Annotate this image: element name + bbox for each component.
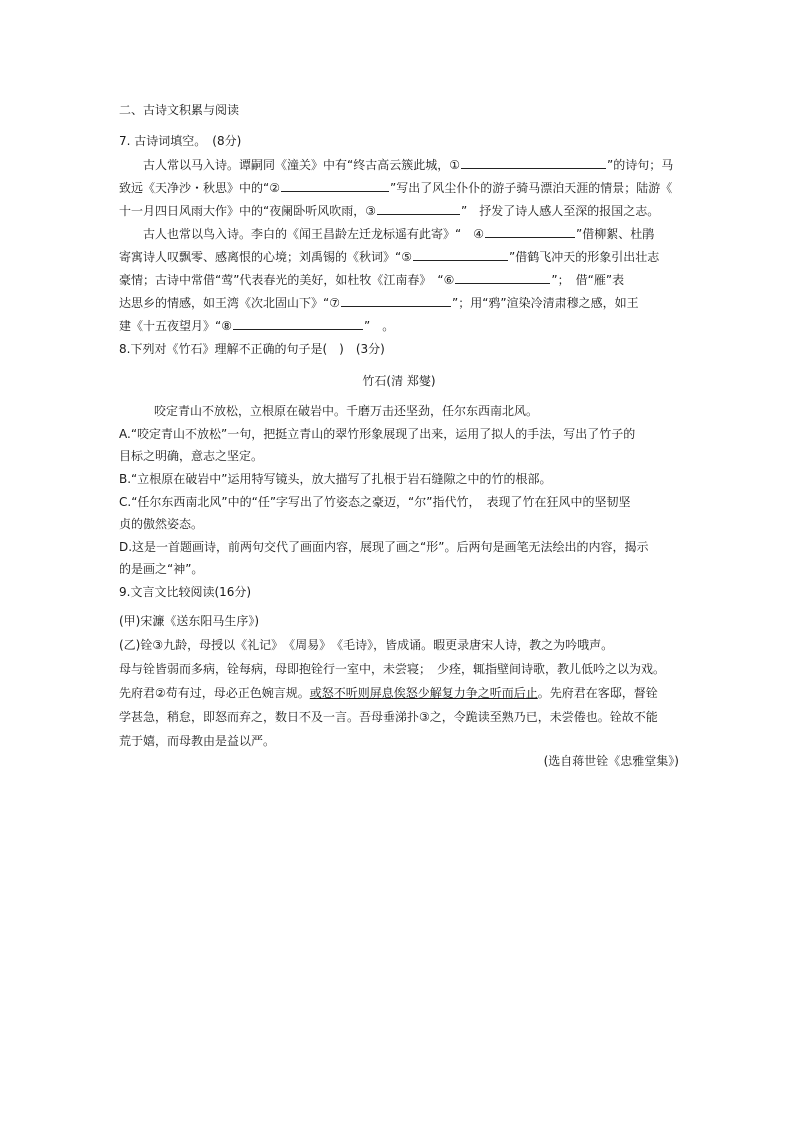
q7-header: 7. 古诗词填空。 (8分)	[119, 134, 242, 148]
q7-text: ”的诗句；马	[606, 158, 674, 172]
section-title: 二、古诗文积累与阅读	[119, 103, 240, 117]
q8-header: 8.下列对《竹石》理解不正确的句子是( ) (3分)	[119, 342, 385, 356]
q7-text: ”； 借“雁”表	[551, 273, 625, 287]
q7-text: ” 抒发了诗人感人至深的报国之志。	[460, 204, 660, 218]
q7-text: 致远《天净沙・秋思》中的“②	[119, 181, 280, 195]
q7-text: ” 。	[363, 319, 395, 333]
q7-text: ”；用“鸦”渲染冷清肃穆之感，如王	[451, 296, 639, 310]
q7-text: 寄寓诗人叹飘零、感离恨的心境；刘禹锡的《秋词》“⑤	[119, 250, 412, 264]
q7-text: 古人也常以鸟入诗。李白的《闻王昌龄左迁龙标遥有此寄》“ ④	[143, 227, 484, 241]
passage-source: (选自蒋世铨《忠雅堂集》)	[543, 754, 679, 768]
option-d-line-1: D.这是一首题画诗，前两句交代了画面内容，展现了画之“形”。后两句是画笔无法绘出的内容，揭示	[119, 540, 649, 554]
blank-5[interactable]	[413, 246, 508, 261]
q7-line-7	[119, 292, 679, 314]
blank-4[interactable]	[485, 223, 575, 238]
q7-text: 古人常以马入诗。谭嗣同《潼关》中有“终古高云簇此城，①	[143, 158, 460, 172]
q7-text: ”借柳絮、杜鹃	[575, 227, 655, 241]
poem-text: 咬定青山不放松，立根原在破岩中。千磨万击还坚劲，任尔东西南北风。	[154, 404, 539, 418]
q9-header: 9.文言文比较阅读(16分)	[119, 585, 252, 599]
q7-text: 十一月四日风雨大作》中的“夜阑卧听风吹雨，③	[119, 204, 376, 218]
q7-line-1	[119, 154, 703, 176]
option-a-line-1: A.“咬定青山不放松”一句，把挺立青山的翠竹形象展现了出来，运用了拟人的手法，写出了竹子的	[119, 427, 636, 441]
blank-8[interactable]	[233, 315, 363, 330]
q7-text: 豪情；古诗中常借“莺”代表春光的美好，如杜牧《江南春》 “⑥	[119, 273, 455, 287]
passage-yi-line-3	[119, 682, 679, 704]
option-a-line-2: 目标之明确，意志之坚定。	[119, 449, 264, 463]
passage-text: 。先府君在客邸，督铨	[537, 686, 658, 700]
passage-yi-line-1: (乙)铨③九龄，母授以《礼记》 《周易》 《毛诗》，皆成诵。暇更录唐宋人诗，教之为吟哦声。	[119, 638, 614, 652]
poem-title: 竹石(清 郑燮)	[362, 374, 436, 388]
blank-7[interactable]	[341, 292, 451, 307]
passage-yi-line-2: 母与铨皆弱而多病，铨每病，母即抱铨行一室中，未尝寝； 少痊，辄指壁间诗歌，教儿低吟之以为戏。	[119, 662, 666, 676]
passage-jia: (甲)宋濂《送东阳马生序》)	[119, 614, 260, 628]
q7-line-2	[119, 177, 679, 199]
option-c-line-1: C.“任尔东西南北风”中的“任”字写出了竹姿态之豪迈，“尔”指代竹， 表现了竹在狂风中的坚韧坚	[119, 495, 631, 509]
passage-yi-line-5: 荒于嬉，而母教由是益以严。	[119, 734, 276, 748]
passage-yi-line-4: 学甚急，稍怠，即怒而弃之，数日不及一言。吾母垂涕扑③之，令跪读至熟乃已，未尝倦也。铨故不能	[119, 710, 658, 724]
option-b: B.“立根原在破岩中”运用特写镜头，放大描写了扎根于岩石缝隙之中的竹的根部。	[119, 472, 552, 486]
q7-line-4	[119, 223, 703, 245]
q7-text: 建《十五夜望月》“⑧	[119, 319, 232, 333]
q7-line-5	[119, 246, 679, 268]
q7-text: 达思乡的情感，如王湾《次北固山下》“⑦	[119, 296, 340, 310]
passage-text: 先府君②苟有过，母必正色婉言规。	[119, 686, 310, 700]
blank-3[interactable]	[377, 200, 460, 215]
q7-text: ”借鹤飞冲天的形象引出壮志	[508, 250, 660, 264]
blank-6[interactable]	[455, 269, 550, 284]
blank-1[interactable]	[461, 154, 606, 169]
q7-line-8	[119, 315, 679, 337]
q7-line-3	[119, 200, 679, 222]
blank-2[interactable]	[281, 177, 389, 192]
option-d-line-2: 的是画之“神”。	[119, 562, 204, 576]
option-c-line-2: 贞的傲然姿态。	[119, 517, 204, 531]
underlined-sentence: 或怒不听则屏息俟怒少解复力争之听而后止	[309, 686, 538, 700]
q7-text: ”写出了风尘仆仆的游子骑马漂泊天涯的情景；陆游《	[389, 181, 673, 195]
q7-line-6	[119, 269, 679, 291]
